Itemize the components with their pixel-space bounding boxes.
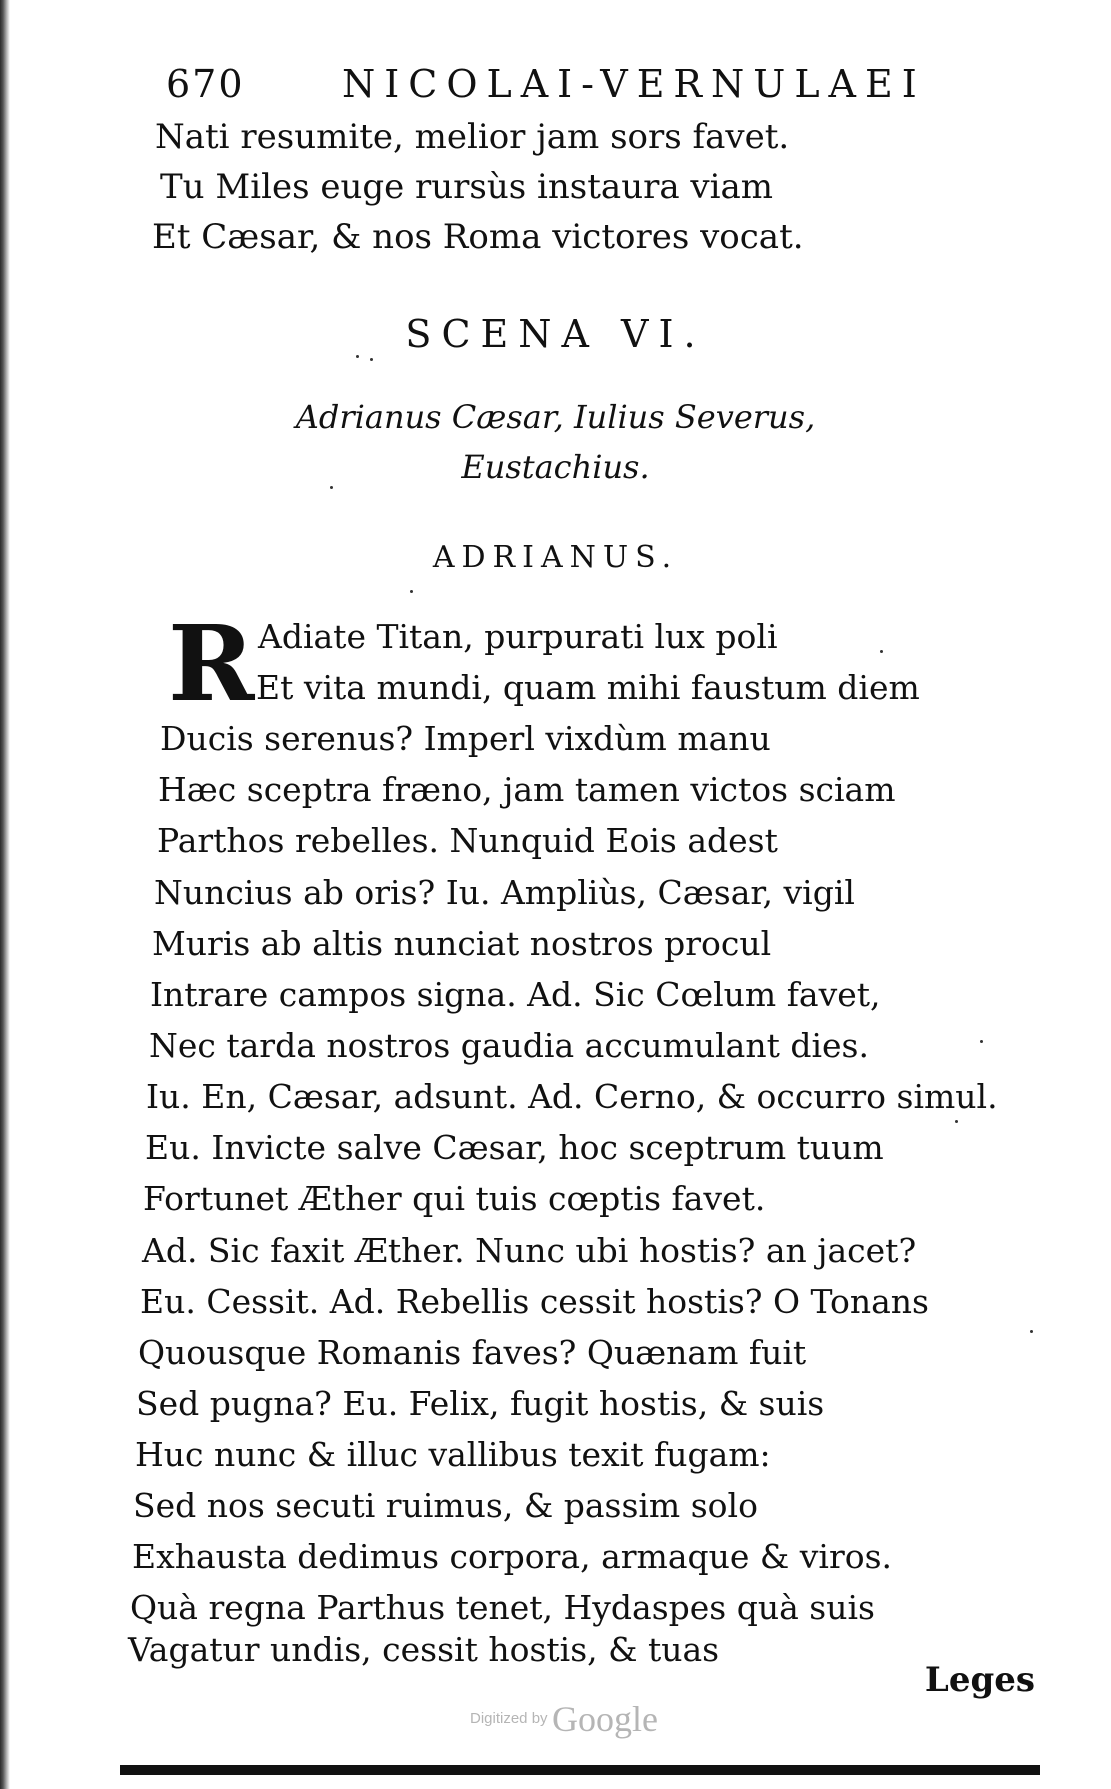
speech-line: Intrare campos signa. Ad. Sic Cœlum favet, [150,975,881,1014]
ink-speck [356,355,359,358]
verse-line: Tu Miles euge rursùs instaura viam [160,167,774,207]
speech-line: Hæc sceptra fræno, jam tamen victos sciam [158,770,896,809]
speech-line: Vagatur undis, cessit hostis, & tuas [128,1630,720,1669]
ink-speck [330,486,333,489]
speech-line: Sed pugna? Eu. Felix, fugit hostis, & suis [136,1384,825,1423]
digitization-watermark [470,1698,658,1740]
speech-line: Et vita mundi, quam mihi faustum diem [256,668,920,707]
speech-line: Iu. En, Cæsar, adsunt. Ad. Cerno, & occurro simul. [146,1077,998,1116]
scene-title: SCENA VI. [405,312,706,356]
ink-speck [1030,1330,1033,1333]
speech-line: Parthos rebelles. Nunquid Eois adest [157,821,778,860]
ink-speck [880,650,883,653]
page-number: 670 [166,62,245,106]
speaker-heading: ADRIANUS. [432,540,679,575]
speech-line: Huc nunc & illuc vallibus texit fugam: [135,1435,771,1474]
drop-cap: R [168,602,255,725]
ink-speck [980,1040,983,1043]
speech-line: Sed nos secuti ruimus, & passim solo [133,1486,758,1525]
cast-list-line: Adrianus Cæsar, Iulius Severus, [295,398,816,436]
ink-speck [410,590,413,593]
verse-line: Et Cæsar, & nos Roma victores vocat. [152,217,804,257]
speech-line: Quousque Romanis faves? Quænam fuit [138,1333,807,1372]
speech-line: Ad. Sic faxit Æther. Nunc ubi hostis? an jacet? [142,1231,917,1270]
watermark-prefix: Digitized by [470,1710,548,1727]
speech-line: Adiate Titan, purpurati lux poli [258,617,778,656]
page-bottom-edge [120,1765,1040,1775]
verse-line: Nati resumite, melior jam sors favet. [155,117,790,157]
speech-line: Muris ab altis nunciat nostros procul [152,924,772,963]
ink-speck [370,358,373,361]
speech-line: Nec tarda nostros gaudia accumulant dies. [149,1026,869,1065]
catchword: Leges [924,1660,1035,1700]
speech-line: Quà regna Parthus tenet, Hydaspes quà suis [130,1588,875,1627]
google-logo: Google [552,1699,658,1739]
speech-line: Fortunet Æther qui tuis cœptis favet. [143,1179,766,1218]
speech-line: Nuncius ab oris? Iu. Ampliùs, Cæsar, vigil [154,873,855,912]
speech-line: Exhausta dedimus corpora, armaque & viros. [132,1537,893,1576]
cast-list-line: Eustachius. [461,448,650,486]
ink-speck [955,1120,958,1123]
running-head-author: NICOLAI-VERNULAEI [342,62,926,106]
speech-line: Eu. Cessit. Ad. Rebellis cessit hostis? O Tonans [140,1282,929,1321]
running-head [166,62,946,112]
binding-edge [0,0,10,1789]
speech-line: Ducis serenus? Imperl vixdùm manu [160,719,771,758]
speech-line: Eu. Invicte salve Cæsar, hoc sceptrum tuum [145,1128,884,1167]
